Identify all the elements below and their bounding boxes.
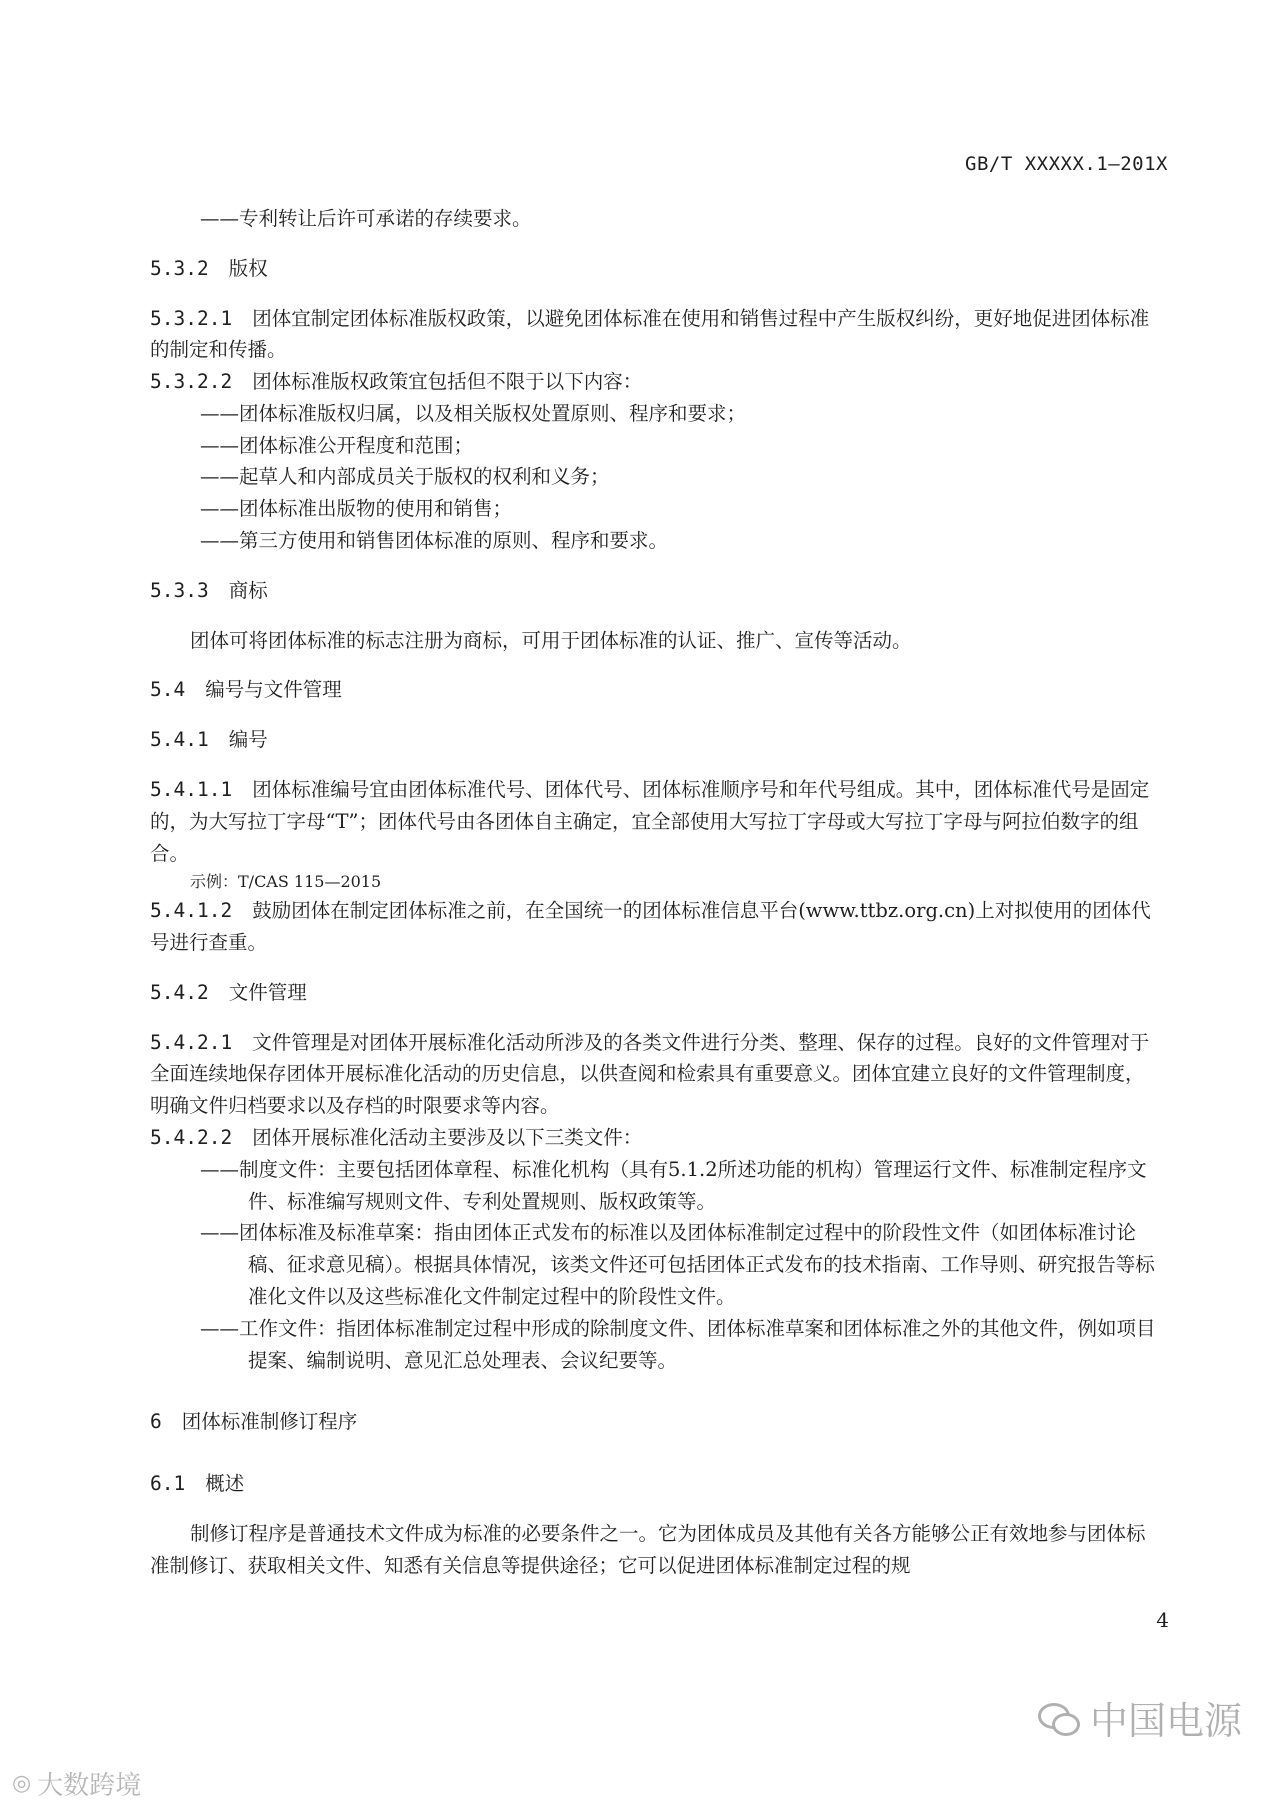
section-heading-5-3-3: 5.3.3 商标	[150, 578, 268, 602]
clause-5-4-2-1: 5.4.2.1 文件管理是对团体开展标准化活动所涉及的各类文件进行分类、整理、保存的过程。良好的文件管理对于全面连续地保存团体开展标准化活动的历史信息，以供查阅和检索具有重要意义。团体宜建立良好的文件管理制度，明确文件归档要求以及存档的时限要求等内容。	[150, 1030, 1150, 1118]
list-item: ——团体标准及标准草案：指由团体正式发布的标准以及团体标准制定过程中的阶段性文件（如团体标准讨论稿、征求意见稿）。根据具体情况，该类文件还可包括团体正式发布的技术指南、工作导则、研究报告等标准化文件以及这些标准化文件制定过程中的阶段性文件。	[200, 1221, 1155, 1308]
list-item: ——第三方使用和销售团体标准的原则、程序和要求。	[200, 529, 669, 553]
list-item: ——工作文件：指团体标准制定过程中形成的除制度文件、团体标准草案和团体标准之外的其他文件，例如项目提案、编制说明、意见汇总处理表、会议纪要等。	[200, 1316, 1156, 1372]
clause-5-3-2-2: 5.3.2.2 团体标准版权政策宜包括但不限于以下内容：	[150, 370, 643, 394]
list-item: ——团体标准出版物的使用和销售；	[200, 497, 513, 521]
list-item: ——团体标准公开程度和范围；	[200, 433, 474, 457]
clause-5-3-2-1: 5.3.2.1 团体宜制定团体标准版权政策，以避免团体标准在使用和销售过程中产生版权纠纷，更好地促进团体标准的制定和传播。	[150, 306, 1150, 362]
clause-5-4-1-1: 5.4.1.1 团体标准编号宜由团体标准代号、团体代号、团体标准顺序号和年代号组成。其中，团体标准代号是固定的，为大写拉丁字母“T”；团体代号由各团体自主确定，宜全部使用大写拉丁字母或大写拉丁字母与阿拉伯数字的组合。	[150, 777, 1150, 865]
watermark-text: 大数跨境	[37, 1771, 142, 1801]
watermark-left	[12, 1765, 141, 1802]
wechat-icon	[1038, 1701, 1080, 1735]
paragraph: 团体可将团体标准的标志注册为商标，可用于团体标准的认证、推广、宣传等活动。	[190, 628, 912, 652]
section-heading-5-4: 5.4 编号与文件管理	[150, 678, 342, 702]
standard-code: GB/T XXXXX.1—201X	[965, 153, 1168, 175]
section-heading-6: 6 团体标准制修订程序	[150, 1410, 358, 1434]
list-item: ——专利转让后许可承诺的存续要求。	[200, 207, 532, 230]
paragraph: 制修订程序是普通技术文件成为标准的必要条件之一。它为团体成员及其他有关各方能够公正有效地参与团体标准制修订、获取相关文件、知悉有关信息等提供途径；它可以促进团体标准制定过程的规	[150, 1521, 1146, 1577]
list-item: ——制度文件：主要包括团体章程、标准化机构（具有5.1.2所述功能的机构）管理运行文件、标准制定程序文件、标准编写规则文件、专利处置规则、版权政策等。	[200, 1157, 1147, 1213]
list-item: ——团体标准版权归属，以及相关版权处置原则、程序和要求；	[200, 401, 747, 425]
example-line: 示例：T/CAS 115—2015	[190, 872, 382, 892]
section-heading-5-3-2: 5.3.2 版权	[150, 256, 268, 280]
list-item: ——起草人和内部成员关于版权的权利和义务；	[200, 465, 610, 489]
watermark-right	[1038, 1690, 1242, 1745]
section-heading-6-1: 6.1 概述	[150, 1472, 245, 1496]
watermark-text: 中国电源	[1089, 1699, 1242, 1743]
page-number: 4	[1156, 1608, 1169, 1632]
section-heading-5-4-1: 5.4.1 编号	[150, 728, 268, 752]
clause-5-4-1-2: 5.4.1.2 鼓励团体在制定团体标准之前，在全国统一的团体标准信息平台(www.ttbz.org.cn)上对拟使用的团体代号进行查重。	[150, 899, 1151, 955]
clause-5-4-2-2: 5.4.2.2 团体开展标准化活动主要涉及以下三类文件：	[150, 1126, 643, 1150]
section-heading-5-4-2: 5.4.2 文件管理	[150, 980, 307, 1004]
document-body	[150, 203, 1162, 1581]
logo-icon: ◎	[12, 1771, 32, 1796]
